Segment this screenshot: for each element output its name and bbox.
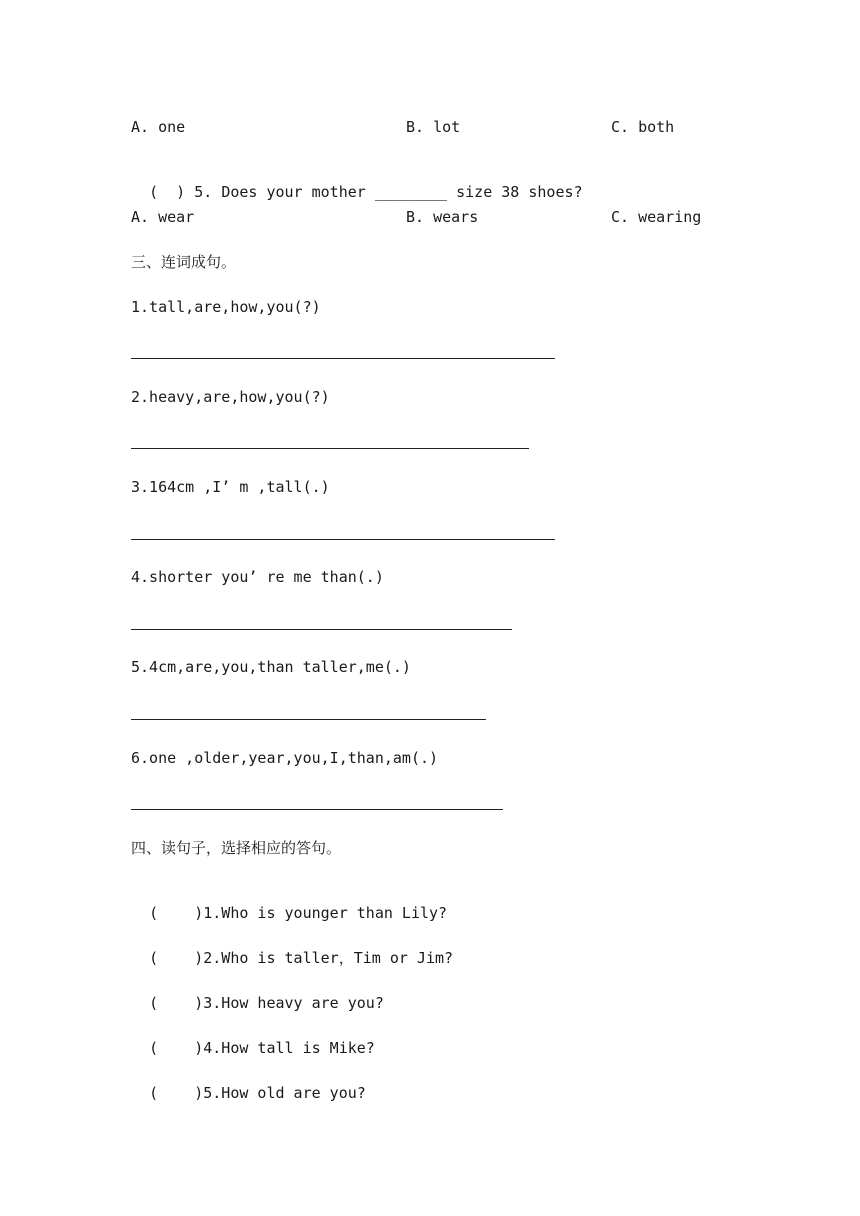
answer-line-3[interactable] [131,539,555,540]
section-4-item-1 [131,883,448,922]
answer-line-5[interactable] [131,719,486,720]
section-4-item-4 [131,1018,375,1057]
section-3-item-4: 4.shorter you’ re me than(.) [131,568,384,586]
section-3-item-1: 1.tall,are,how,you(?) [131,298,321,316]
answer-paren-2[interactable]: ( ) [149,949,204,967]
q5-option-b: B. wears [406,208,479,226]
answer-line-4[interactable] [131,629,512,630]
q4-option-b: B. lot [406,118,461,136]
answer-paren-3[interactable]: ( ) [149,994,204,1012]
section-4-item-5-text: 5.How old are you? [203,1084,366,1102]
section-3-item-2: 2.heavy,are,how,you(?) [131,388,330,406]
question-5-text: Does your mother ________ size 38 shoes? [221,183,583,201]
answer-line-2[interactable] [131,448,529,449]
answer-line-1[interactable] [131,358,555,359]
section-4-item-1-text: 1.Who is younger than Lily? [203,904,448,922]
section-4-item-2 [131,928,454,967]
answer-paren-4[interactable]: ( ) [149,1039,204,1057]
section-3-heading: 三、连词成句。 [131,253,237,271]
section-3-item-3: 3.164cm ,I’ m ,tall(.) [131,478,330,496]
section-3-item-6: 6.one ,older,year,you,I,than,am(.) [131,749,439,767]
answer-paren-5[interactable]: ( ) [149,1084,204,1102]
question-5 [131,162,583,201]
section-4-item-4-text: 4.How tall is Mike? [203,1039,375,1057]
section-4-item-3-text: 3.How heavy are you? [203,994,384,1012]
section-4-item-5 [131,1063,366,1102]
question-5-number: ( ) 5. [149,183,213,201]
q5-option-c: C. wearing [611,208,702,226]
section-4-item-3 [131,973,384,1012]
answer-paren-1[interactable]: ( ) [149,904,204,922]
section-4-heading: 四、读句子，选择相应的答句。 [131,839,342,857]
answer-line-6[interactable] [131,809,503,810]
section-3-item-5: 5.4cm,are,you,than taller,me(.) [131,658,411,676]
section-4-item-2-text: 2.Who is taller，Tim or Jim? [203,949,454,967]
q5-option-a: A. wear [131,208,195,226]
q4-option-c: C. both [611,118,675,136]
q4-option-a: A. one [131,118,186,136]
